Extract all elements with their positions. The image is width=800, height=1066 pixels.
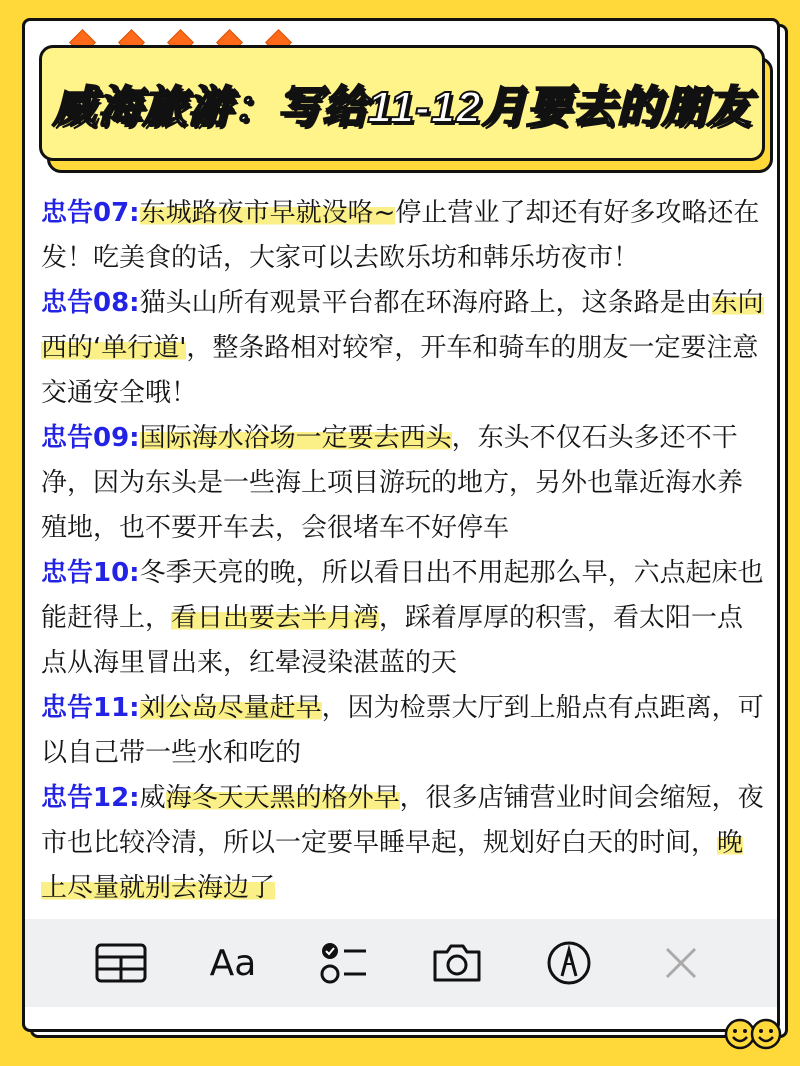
tip-label: 忠告07: (41, 198, 140, 228)
highlighted-text: 海冬天天黑的格外早 (165, 783, 400, 813)
table-icon (95, 943, 147, 983)
tip-label: 忠告10: (41, 558, 140, 588)
tip-label: 忠告08: (41, 288, 140, 318)
tip-label: 忠告12: (41, 783, 140, 813)
checklist-button[interactable] (317, 935, 373, 991)
page-title: 威海旅游：写给11-12月要去的朋友 (52, 83, 752, 132)
tip-item (41, 776, 767, 911)
tip-text: 冬季天亮的晚，所以看日出不用起那么早，六点起床也能赶得上， (41, 558, 764, 633)
highlighted-text: 东向西的‘单行道' (41, 288, 764, 363)
tip-item (41, 416, 767, 551)
tip-text: 停止营业了却还有好多攻略还在发！吃美食的话，大家可以去欧乐坊和韩乐坊夜市！ (41, 198, 760, 273)
highlighted-text: 晚上尽量就别去海边了 (41, 828, 744, 903)
text-format-button[interactable] (205, 935, 261, 991)
highlighted-text: 看日出要去半月湾 (171, 603, 380, 633)
tip-text: ，因为检票大厅到上船点有点距离，可以自己带一些水和吃的 (41, 693, 764, 768)
table-button[interactable] (93, 935, 149, 991)
tip-item (41, 191, 767, 281)
tip-text: 猫头山所有观景平台都在环海府路上，这条路是由 (139, 288, 712, 318)
smiley-decorations (730, 1018, 782, 1050)
tip-item (41, 551, 767, 686)
highlighted-text: 刘公岛尽量赶早 (139, 693, 322, 723)
tip-text: ，东头不仅石头多还不干净，因为东头是一些海上项目游玩的地方，另外也靠近海水养殖地，也不要开车去，会很堵车不好停车 (41, 423, 744, 543)
tip-text: ，踩着厚厚的积雪，看太阳一点点从海里冒出来，红晕浸染湛蓝的天 (41, 603, 744, 678)
note-paper (22, 18, 780, 1032)
camera-button[interactable] (429, 935, 485, 991)
smiley-icon (750, 1018, 782, 1050)
camera-icon (431, 942, 483, 984)
note-toolbar (25, 919, 777, 1007)
markup-pen-icon (546, 940, 592, 986)
close-icon (663, 945, 699, 981)
tip-item (41, 686, 767, 776)
tip-text: ，很多店铺营业时间会缩短，夜市也比较冷清，所以一定要早睡早起，规划好白天的时间， (41, 783, 764, 858)
tip-label: 忠告09: (41, 423, 140, 453)
highlighted-text: 国际海水浴场一定要去西头 (139, 423, 452, 453)
note-content (41, 191, 767, 911)
tip-text: ，整条路相对较窄，开车和骑车的朋友一定要注意交通安全哦！ (41, 333, 759, 408)
title-banner (39, 45, 765, 161)
tip-item (41, 281, 767, 416)
checklist-icon (320, 940, 370, 986)
highlighted-text: 东城路夜市早就没咯~ (139, 198, 396, 228)
markup-button[interactable] (541, 935, 597, 991)
tip-text: 威 (139, 783, 166, 813)
close-button[interactable] (653, 935, 709, 991)
text-format-icon: Aa (209, 942, 257, 984)
tip-label: 忠告11: (41, 693, 140, 723)
